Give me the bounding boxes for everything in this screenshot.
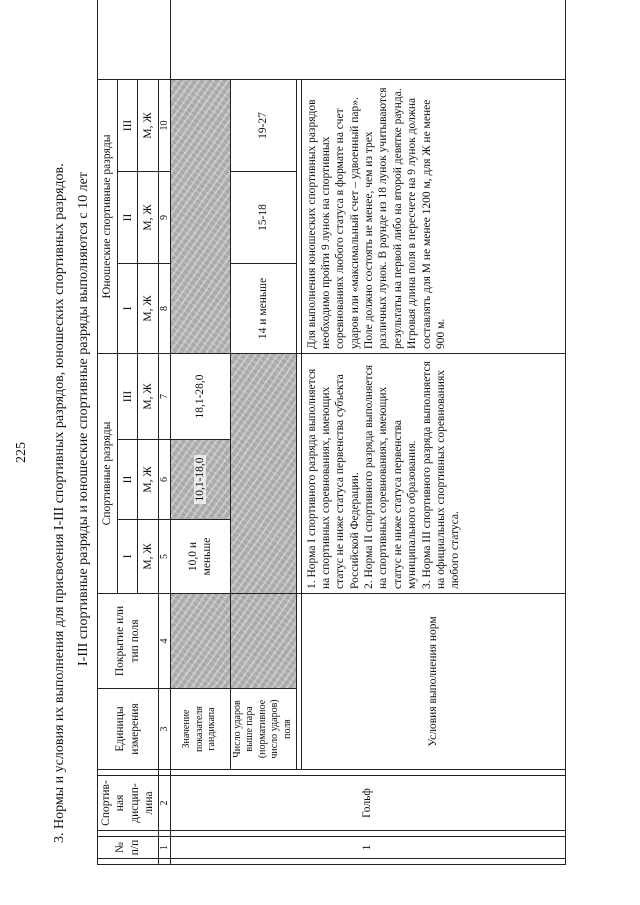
- discipline-name: Гольф: [170, 776, 565, 831]
- column-number: 9: [158, 171, 170, 263]
- gender-label: М, Ж: [138, 440, 158, 520]
- column-number: 2: [158, 776, 170, 831]
- rank-label: I: [118, 520, 138, 594]
- rank-label: I: [118, 263, 138, 353]
- column-number: 7: [158, 353, 170, 439]
- column-number: 10: [158, 79, 170, 171]
- column-number: 8: [158, 263, 170, 353]
- sport-conditions: [301, 353, 565, 593]
- handicap-value: 10,0 и меньше: [170, 520, 230, 594]
- gender-label: М, Ж: [138, 353, 158, 439]
- rank-label: II: [118, 440, 138, 520]
- gender-label: М, Ж: [138, 520, 158, 594]
- sport-condition-item: 1. Норма I спортивного разряда выполняется на спортивных соревнованиях, имеющих статус не ниже статуса первенства субъекта Российской Федерации.: [305, 368, 361, 589]
- header-discipline: Спортив-ная дисцип-лина: [98, 776, 159, 831]
- conditions-label: Условия выполнения норм: [301, 594, 565, 770]
- handicap-value-shaded: [170, 440, 230, 520]
- sport-shaded: [230, 353, 296, 593]
- strokes-row: [230, 0, 296, 865]
- handicap-label: Значение показателя гандикапа: [170, 689, 230, 770]
- header-units: Единицы измерения: [98, 689, 159, 770]
- gender-label: М, Ж: [138, 171, 158, 263]
- gender-label: М, Ж: [138, 263, 158, 353]
- rank-label: III: [118, 79, 138, 171]
- table-caption: I-III спортивные разряды и юношеские спортивные разряды выполняются с 10 лет: [76, 172, 91, 666]
- header-row-1: [98, 0, 118, 865]
- header-coverage: Покрытие или тип поля: [98, 594, 159, 689]
- youth-conditions: Для выполнения юношеских спортивных разрядов необходимо пройти 9 лунок на спортивных соревнованиях любого статуса в формате на счет ударов или «максимальный счет – удвоенный пар». Поле должно состоять не менее, чем из трех различных лунок. В раунде из 18 лунок учитываются результаты на первой либо на второй девятке раунда. Игровая длина поля в пересчете на 9 лунок должна составлять для М не менее 1200 м, для Ж не менее 900 м.: [301, 79, 565, 353]
- sport-condition-item: 2. Норма II спортивного разряда выполняется на спортивных соревнованиях, имеющих статус не ниже статуса первенства муниципального образования.: [363, 364, 419, 589]
- norms-table: [97, 0, 566, 865]
- page-number: 225: [14, 442, 29, 463]
- handicap-value: 18,1-28,0: [170, 353, 230, 439]
- handicap-value: 10,1-18,0: [193, 457, 206, 502]
- header-youth-ranks: Юношеские спортивные разряды: [98, 79, 118, 353]
- header-sport-ranks: Спортивные разряды: [98, 353, 118, 593]
- header-num: № п/п: [98, 837, 159, 859]
- handicap-row: [170, 0, 230, 865]
- column-number-row: [158, 0, 170, 865]
- column-number: 3: [158, 689, 170, 770]
- strokes-value: 19-27: [230, 79, 296, 171]
- column-number: 6: [158, 440, 170, 520]
- column-number: 1: [158, 837, 170, 859]
- rank-label: II: [118, 171, 138, 263]
- coverage-shaded: [170, 594, 230, 689]
- sport-condition-item: 3. Норма III спортивного разряда выполняется на официальных спортивных соревнованиях любого статуса.: [420, 361, 462, 589]
- youth-shaded: [170, 79, 230, 353]
- column-number: 5: [158, 520, 170, 594]
- rank-label: III: [118, 353, 138, 439]
- strokes-value: 15-18: [230, 171, 296, 263]
- conditions-row: [301, 0, 565, 865]
- coverage-shaded: [230, 594, 296, 689]
- strokes-value: 14 и меньше: [230, 263, 296, 353]
- row-number: 1: [170, 837, 565, 859]
- gender-label: М, Ж: [138, 79, 158, 171]
- column-number: 4: [158, 594, 170, 689]
- strokes-label: Число ударов выше пара (нормативное число ударов) поля: [230, 689, 296, 770]
- section-heading: 3. Нормы и условия их выполнения для присвоения I-III спортивных разрядов, юношеских спортивных разрядов.: [52, 163, 67, 843]
